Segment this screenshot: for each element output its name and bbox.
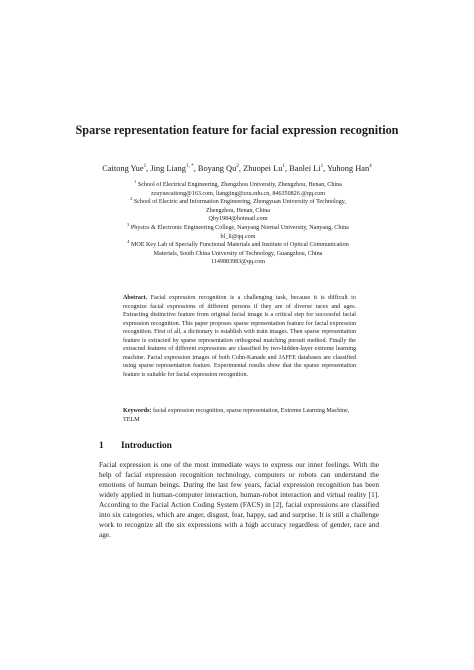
affiliation-email: Qby1984@hotmail.com	[208, 216, 268, 223]
affiliation-1	[104, 178, 372, 198]
abstract-text: Facial expression recognition is a challenging task, because it is difficult to recognize facial expressions of different persons if they are of diverse races and ages. Extracting distinctive feature from original facial image is a critical step for successful facial expression recognition. This paper proposes sparse representation feature for facial expression recognition. First of all, a dictionary is establish with train images. Then sparse representation feature is extracted by sparse representation orthogonal matching pursuit method. Finally the extracted features of different expressions are classified by two-hidden-layer extreme learning machine. Facial expression images of both Cohn-Kanade and JAFFE databases are classified using sparse representation feature. Experimental results show that the sparse representation feature is suitable for facial expression recognition.	[123, 295, 356, 378]
author-name: Boyang Qu	[197, 164, 237, 173]
author-name: Baolei Li	[289, 164, 321, 173]
keywords	[123, 407, 356, 424]
affiliation-mark: 4	[127, 239, 130, 245]
affiliation-3	[104, 221, 372, 241]
author-list: Caitong Yue$^1$, Jing Liang$^{1, *}$, Boyang Qu$^2$, Zhuopei Lu$^1$, Baolei Li$^1$, Yuhong Han$^4$	[102, 163, 372, 173]
section-title: Introduction	[121, 441, 172, 451]
author-name: Jing Liang	[150, 164, 186, 173]
abstract	[123, 294, 356, 379]
affiliation-line: Physics & Electronic Engineering College, Nanyang Normal University, Nanyang, China	[130, 224, 349, 231]
author-affil-mark: 1	[143, 163, 147, 170]
author-affil-mark: 2	[236, 163, 239, 170]
section-number: 1	[99, 441, 104, 451]
author-affil-mark: 1, *	[185, 163, 194, 170]
section-heading	[99, 440, 379, 452]
affiliation-mark: 3	[127, 221, 130, 227]
affiliation-line: Zhengzhou, Henan, China	[206, 207, 270, 214]
affiliation-email: 1149883983@qq.com	[211, 259, 265, 266]
keywords-text: facial expression recognition, sparse representation, Extreme Learning Machine, TELM	[123, 408, 350, 423]
author-affil-mark: 1	[282, 163, 285, 170]
affiliation-2	[104, 198, 372, 224]
affiliation-email: bl_li@qq.com	[220, 233, 256, 240]
paper-title: Sparse representation feature for facial expression recognition	[75, 123, 399, 137]
author-affil-mark: 4	[369, 163, 372, 170]
affiliation-list	[104, 178, 372, 267]
intro-paragraph: Facial expression is one of the most immediate ways to express our inner feelings. With the help of facial expression recognition technology, computers or robots can understand the emotions of human beings. During the last few years, facial expression recognition has been widely applied in human-computer interaction, human-robot interaction and virtual reality [1]. According to the Facial Action Coding System (FACS) in [2], facial expressions are classified into six categories, which are anger, disgust, fear, happy, sad and surprise. It is still a challenge work to recognize all the six expressions with a high accuracy regardless of gender, race and age.	[99, 460, 379, 540]
abstract-label: Abstract.	[123, 295, 148, 301]
affiliation-mark: 2	[130, 196, 133, 202]
author-name: Caitong Yue	[102, 164, 144, 173]
keywords-label: Keywords:	[123, 408, 152, 414]
affiliation-line: School of Electric and Information Engineering, Zhongyuan University of Technology,	[133, 199, 346, 206]
affiliation-mark: 1	[134, 178, 137, 184]
affiliation-email: zzuyuecaitong@163.com, liangjing@zzu.edu.cn, 846350826 @qq.com	[150, 190, 326, 197]
author-name: Yuhong Han	[327, 164, 370, 173]
affiliation-4	[104, 241, 372, 267]
affiliation-line: MOE Key Lab of Specially Functional Materials and Institute of Optical Communication	[130, 242, 349, 249]
author-name: Zhuopei Lu	[243, 164, 283, 173]
affiliation-line: School of Electrical Engineering, Zhengzhou University, Zhengzhou, Henan, China	[137, 182, 342, 188]
author-affil-mark: 1	[320, 163, 324, 170]
affiliation-line: Materials, South China University of Technology, Guangzhou, China	[153, 250, 323, 257]
